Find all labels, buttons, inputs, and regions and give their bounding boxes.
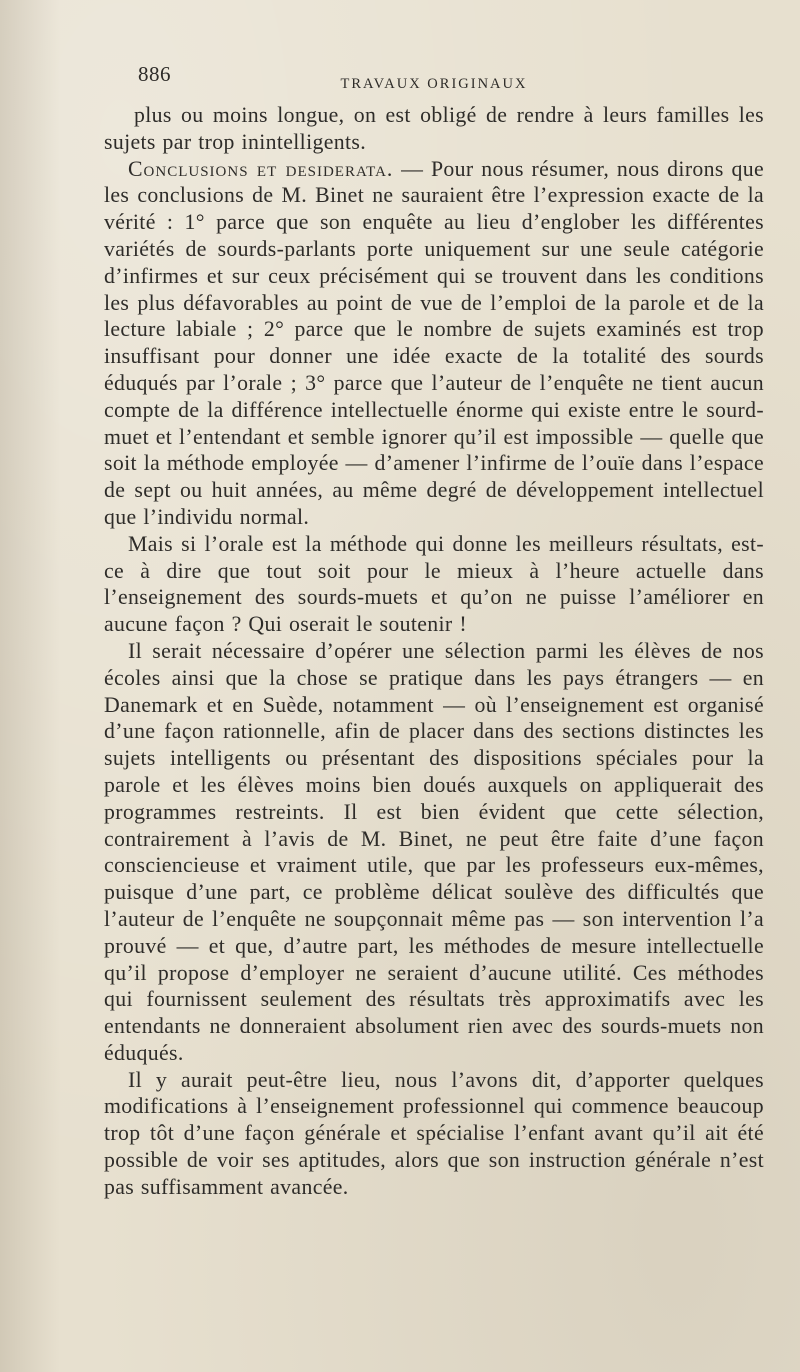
book-page xyxy=(104,62,764,1201)
section-heading: Conclusions et desiderata. xyxy=(128,156,394,181)
running-title: TRAVAUX ORIGINAUX xyxy=(340,76,528,92)
paragraph-orale: Mais si l’orale est la méthode qui donne les meilleurs résultats, est-ce à dire que tout soit pour le mieux à l’heure actuelle dans l’enseignement des sourds-muets et qu’on ne puisse l’améliorer en aucune façon ? Qui oserait le soutenir ! xyxy=(104,531,764,637)
paragraph-enseignement: Il y aurait peut-être lieu, nous l’avons dit, d’apporter quelques modifications à l’enseignement professionnel qui commence beaucoup trop tôt d’une façon générale et spécialise l’enfant avant qu’il ait été possible de voir ses aptitudes, alors que son instruction générale n’est pas suffisamment avancée. xyxy=(104,1067,764,1199)
page-number: 886 xyxy=(138,62,171,86)
paragraph-conclusions xyxy=(104,156,764,531)
paragraph-conclusions-text: — Pour nous résumer, nous dirons que les conclusions de M. Binet ne sauraient être l’expression exacte de la vérité : 1° parce que son enquête au lieu d’englober les différentes variétés de sourds-parlants porte uniquement sur une seule catégorie d’infirmes et sur ceux précisément qui se trouvent dans les conditions les plus défavorables au point de vue de l’emploi de la parole et de la lecture labiale ; 2° parce que le nombre de sujets examinés est trop insuffisant pour donner une idée exacte de la totalité des sourds éduqués par l’orale ; 3° parce que l’auteur de l’enquête ne tient aucun compte de la différence intellectuelle énorme qui existe entre le sourd-muet et l’entendant et semble ignorer qu’il est impossible — quelle que soit la méthode employée — d’amener l’infirme de l’ouïe dans l’espace de sept ou huit années, au même degré de développement intellectuel que l’individu normal. xyxy=(104,156,764,529)
page-edge-shadow xyxy=(0,0,60,1372)
body-text xyxy=(104,102,764,1201)
paragraph-selection: Il serait nécessaire d’opérer une sélection parmi les élèves de nos écoles ainsi que la chose se pratique dans les pays étrangers — en Danemark et en Suède, notamment — où l’enseignement est organisé d’une façon rationnelle, afin de placer dans des sections distinctes les sujets intelligents ou présentant des dispositions spéciales pour la parole et les élèves moins bien doués auxquels on appliquerait des programmes restreints. Il est bien évident que cette sélection, contrairement à l’avis de M. Binet, ne peut être faite d’une façon consciencieuse et vraiment utile, que par les professeurs eux-mêmes, puisque d’une part, ce problème délicat soulève des difficultés que l’auteur de l’enquête ne soupçonnait même pas — son intervention l’a prouvé — et que, d’autre part, les méthodes de mesure intellectuelle qu’il propose d’employer ne seraient d’aucune utilité. Ces méthodes qui fournissent seulement des résultats très approximatifs avec les entendants ne donneraient absolument rien avec des sourds-muets non éduqués. xyxy=(104,638,764,1065)
running-head xyxy=(104,62,764,102)
paragraph-continuation: plus ou moins longue, on est obligé de rendre à leurs familles les sujets par trop inintelligents. xyxy=(104,103,764,154)
